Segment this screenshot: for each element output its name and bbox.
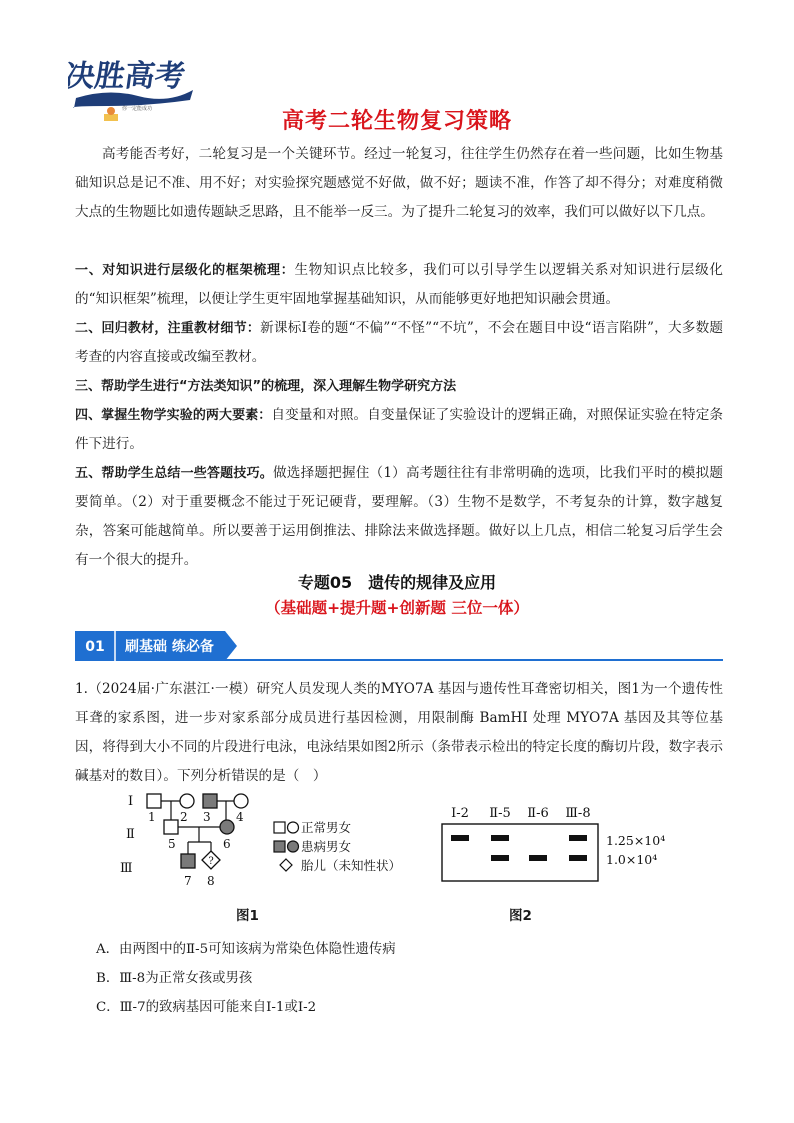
option-a: A．由两图中的Ⅱ-5可知该病为常染色体隐性遗传病 [96, 942, 396, 957]
svg-text:7: 7 [184, 874, 192, 888]
logo-brand-text: 决胜高考 [68, 59, 188, 94]
gel-band-upper [569, 835, 587, 841]
svg-text:3: 3 [203, 810, 211, 824]
strategy-body: 生物知识点比较多，我们可以引导学生以逻辑关系对知识进行层级化的“知识框架”梳理，以便让学生更牢固地掌握基础知识，从而能够更好地把知识融会贯通。 [75, 262, 723, 307]
svg-text:4: 4 [236, 810, 244, 824]
figure1-caption: 图1 [236, 908, 259, 924]
lane-label: Ⅲ-8 [565, 806, 591, 821]
individual-II-6 [220, 820, 234, 834]
svg-text:2: 2 [180, 810, 188, 824]
individual-I-4 [234, 794, 248, 808]
generation-label: Ⅱ [126, 827, 135, 842]
band-label-lower: 1.0×10⁴ [606, 852, 658, 867]
individual-I-3 [203, 794, 217, 808]
question-stem: 1.（2024届·广东湛江·一模）研究人员发现人类的MYO7A 基因与遗传性耳聋密切相关，图1为一个遗传性耳聋的家系图，进一步对家系部分成员进行基因检测，用限制酶 BamHI 处理 MYO7A 基因及其等位基因，将得到大小不同的片段进行电泳，电泳结果如图2所示（条带表示检出的特定长度的酶切片段，数字表示碱基对的数目）。下列分析错误的是（ ） [75, 681, 723, 784]
intro-paragraph: 高考能否考好，二轮复习是一个关键环节。经过一轮复习，往往学生仍然存在着一些问题，比如生物基础知识总是记不准、用不好；对实验探究题感觉不好做，做不好；题读不准，作答了却不得分；对难度稍微大点的生物题比如遗传题缺乏思路，且不能举一反三。为了提升二轮复习的效率，我们可以做好以下几点。 [75, 146, 723, 220]
lane-label: Ⅱ-6 [527, 806, 549, 821]
logo-tagline: 你一定能成功 [122, 106, 153, 112]
legend-fetus: 胎儿（未知性状） [301, 858, 402, 873]
individual-III-7 [181, 854, 195, 868]
strategy-item [75, 459, 723, 575]
strategy-item [75, 314, 723, 372]
option-b: B．Ⅲ-8为正常女孩或男孩 [96, 971, 253, 986]
section-label: 刷基础 练必备 [125, 639, 214, 655]
fetus-mark: ? [208, 856, 214, 867]
strategy-heading: 三、帮助学生进行“方法类知识”的梳理，深入理解生物学研究方法 [75, 379, 457, 394]
section-banner [75, 631, 723, 661]
svg-text:6: 6 [223, 837, 231, 851]
gel-band-lower [529, 855, 547, 861]
lane-label: Ⅱ-5 [489, 806, 511, 821]
pedigree-figure [118, 788, 438, 892]
gel-band-upper [491, 835, 509, 841]
topic-title: 专题05 遗传的规律及应用 [297, 573, 497, 592]
strategy-item [75, 372, 723, 401]
individual-I-1 [147, 794, 161, 808]
gel-figure [438, 800, 700, 884]
section-number: 01 [85, 639, 105, 655]
figure2-caption: 图2 [509, 908, 532, 924]
option-c: C．Ⅲ-7的致病基因可能来自Ⅰ-1或Ⅰ-2 [96, 1000, 317, 1015]
legend-affected: 患病男女 [301, 839, 352, 854]
svg-text:5: 5 [168, 837, 176, 851]
strategy-heading: 四、掌握生物学实验的两大要素： [75, 408, 272, 423]
strategy-body: 做选择题把握住（1）高考题往往有非常明确的选项，比我们平时的模拟题要简单。（2）对于重要概念不能过于死记硬背，要理解。（3）生物不是数学，不考复杂的计算，数字越复杂，答案可能越简单。所以要善于运用倒推法、排除法来做选择题。做好以上几点，相信二轮复习后学生会有一个很大的提升。 [75, 465, 723, 568]
individual-II-5 [164, 820, 178, 834]
gel-frame [442, 824, 598, 881]
generation-label: Ⅰ [128, 794, 134, 809]
svg-text:1: 1 [148, 810, 156, 824]
strategy-heading: 一、对知识进行层级化的框架梳理： [75, 263, 295, 278]
strategy-heading: 二、回归教材，注重教材细节： [75, 321, 261, 336]
gel-band-lower [569, 855, 587, 861]
legend-normal: 正常男女 [301, 820, 352, 835]
gel-band-upper [451, 835, 469, 841]
topic-subtitle: （基础题+提升题+创新题 三位一体） [265, 599, 529, 617]
strategy-item [75, 401, 723, 459]
individual-I-2 [180, 794, 194, 808]
strategy-item [75, 256, 723, 314]
lane-label: Ⅰ-2 [451, 806, 469, 821]
svg-text:8: 8 [207, 874, 215, 888]
generation-label: Ⅲ [120, 861, 133, 876]
page-title: 高考二轮生物复习策略 [281, 109, 512, 134]
band-label-upper: 1.25×10⁴ [606, 833, 666, 848]
gel-band-lower [491, 855, 509, 861]
strategy-heading: 五、帮助学生总结一些答题技巧。 [75, 466, 273, 481]
strategy-body: 自变量和对照。自变量保证了实验设计的逻辑正确，对照保证实验在特定条件下进行。 [75, 407, 723, 452]
strategy-body: 新课标Ⅰ卷的题“不偏”“不怪”“不坑”，不会在题目中设“语言陷阱”，大多数题考查的内容直接或改编至教材。 [75, 320, 723, 365]
